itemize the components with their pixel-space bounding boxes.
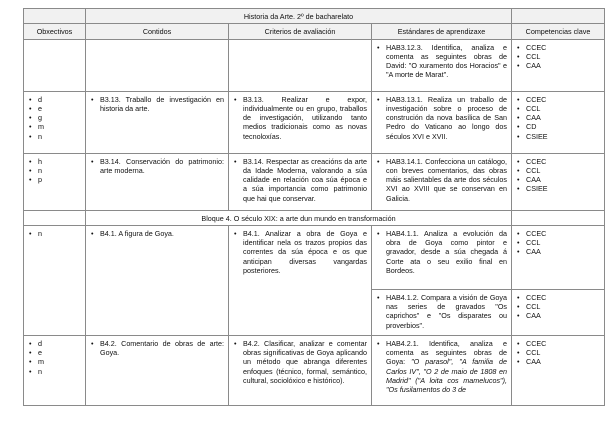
competence-item: • CSIEE (516, 184, 600, 193)
content-cell (86, 91, 229, 153)
table-row (24, 225, 605, 289)
title-blank-cell-right (512, 9, 605, 24)
standard-item: • HAB3.14.1. Confecciona un catálogo, con breves comentarios, das obras máis salientables da arte dos séculos XVI ao XVIII que se conservan en Galicia. (376, 157, 507, 203)
content-cell (86, 153, 229, 210)
competence-item: • CCL (516, 52, 600, 61)
content-item: • B3.14. Conservación do patrimonio: arte moderna. (90, 157, 224, 176)
competence-item: • CCEC (516, 339, 600, 348)
block-heading-row (24, 210, 605, 225)
table-row (24, 39, 605, 91)
criterion-cell (229, 153, 372, 210)
header-objectives: Obxectivos (24, 24, 86, 39)
header-criteria: Criterios de avaliación (229, 24, 372, 39)
table-row (24, 335, 605, 405)
criterion-cell (229, 335, 372, 405)
header-contents: Contidos (86, 24, 229, 39)
standard-text: HAB4.2.1. Identifica, analiza e comenta as seguintes obras de Goya: (386, 338, 507, 367)
competence-item: • CCEC (516, 95, 600, 104)
competence-item: • CAA (516, 113, 600, 122)
curriculum-table (23, 8, 605, 406)
title-blank-cell (24, 9, 86, 24)
criterion-item: • B3.13. Realizar e expor, individualmente ou en grupo, traballos de investigación, utilizando tanto medios tradicionais como as novas tecnoloxías. (233, 95, 367, 141)
competence-item: • CCL (516, 104, 600, 113)
standard-item: • HAB3.13.1. Realiza un traballo de investigación sobre o proceso de construción da nova basílica de San Pedro do Vaticano ao longo dos séculos XVI e XVII. (376, 95, 507, 141)
criterion-cell (229, 39, 372, 91)
table-title: Historia da Arte. 2º de bacharelato (86, 9, 512, 24)
criterion-item: • B3.14. Respectar as creacións da arte da Idade Moderna, valorando a súa calidade en relación coa súa época e a súa importancia como patrimonio que hai que conservar. (233, 157, 367, 203)
standard-item (376, 339, 507, 395)
competence-item: • CAA (516, 175, 600, 184)
objective-item: • h (28, 157, 81, 166)
competences-cell (512, 153, 605, 210)
table-row (24, 91, 605, 153)
competences-cell (512, 91, 605, 153)
competence-item: • CCEC (516, 157, 600, 166)
competence-item: • CCL (516, 348, 600, 357)
competence-item: • CAA (516, 311, 600, 320)
objectives-cell (24, 91, 86, 153)
header-competences: Competencias clave (512, 24, 605, 39)
competence-item: • CAA (516, 247, 600, 256)
objective-item: • g (28, 113, 81, 122)
objectives-cell (24, 225, 86, 335)
criterion-cell (229, 91, 372, 153)
competences-cell (512, 335, 605, 405)
objective-item: • m (28, 122, 81, 131)
competence-item: • CAA (516, 61, 600, 70)
competences-cell (512, 39, 605, 91)
criterion-item: • B4.2. Clasificar, analizar e comentar obras significativas de Goya aplicando un método que abranga diferentes enfoques (técnico, formal, semántico, cultural, sociolóxico e histórico). (233, 339, 367, 385)
table-row (24, 153, 605, 210)
objective-item: • n (28, 166, 81, 175)
criterion-item: • B4.1. Analizar a obra de Goya e identificar nela os trazos propios das correntes da súa época e os que anticipan diversas vangardas posteriores. (233, 229, 367, 275)
competences-cell (512, 225, 605, 289)
standard-cell (372, 335, 512, 405)
objectives-cell (24, 153, 86, 210)
objectives-cell (24, 335, 86, 405)
content-cell (86, 225, 229, 335)
objective-item: • d (28, 95, 81, 104)
objective-item: • e (28, 104, 81, 113)
objective-item: • n (28, 367, 81, 376)
content-item: • B4.1. A figura de Goya. (90, 229, 224, 238)
competence-item: • CCEC (516, 229, 600, 238)
competence-item: • CCEC (516, 43, 600, 52)
block-heading: Bloque 4. O século XIX: a arte dun mundo en transformación (86, 210, 512, 225)
standard-cell (372, 153, 512, 210)
objectives-cell (24, 39, 86, 91)
objective-item: • d (28, 339, 81, 348)
criterion-cell (229, 225, 372, 335)
competence-item: • CSIEE (516, 132, 600, 141)
competence-item: • CCL (516, 238, 600, 247)
table-title-row (24, 9, 605, 24)
competence-item: • CD (516, 122, 600, 131)
competence-item: • CCEC (516, 293, 600, 302)
competence-item: • CCL (516, 302, 600, 311)
content-cell (86, 335, 229, 405)
competences-cell (512, 289, 605, 335)
standard-item: • HAB3.12.3. Identifica, analiza e comenta as seguintes obras de David: "O xuramento dos Horacios" e "A morte de Marat". (376, 43, 507, 80)
content-cell (86, 39, 229, 91)
standard-cell (372, 91, 512, 153)
block-blank-cell-right (512, 210, 605, 225)
content-item: • B4.2. Comentario de obras de arte: Goya. (90, 339, 224, 358)
header-row (24, 24, 605, 39)
standard-cell (372, 289, 512, 335)
standard-cell (372, 39, 512, 91)
header-standards: Estándares de aprendizaxe (372, 24, 512, 39)
objective-item: • e (28, 348, 81, 357)
standard-cell (372, 225, 512, 289)
standard-item: • HAB4.1.1. Analiza a evolución da obra de Goya como pintor e gravador, desde a súa chegada á Corte ata o seu exilio final en Bordeos. (376, 229, 507, 275)
objective-item: • n (28, 229, 81, 238)
standard-item: • HAB4.1.2. Compara a visión de Goya nas series de gravados "Os caprichos" e "Os disparates ou proverbios". (376, 293, 507, 330)
objective-item: • n (28, 132, 81, 141)
objective-item: • m (28, 357, 81, 366)
objective-item: • p (28, 175, 81, 184)
block-blank-cell (24, 210, 86, 225)
competence-item: • CAA (516, 357, 600, 366)
competence-item: • CCL (516, 166, 600, 175)
content-item: • B3.13. Traballo de investigación en historia da arte. (90, 95, 224, 114)
works-list-italic: "O parasol", "A familia de Carlos IV", "O 2 de maio de 1808 en Madrid" ("A loita cos mamelucos"), "Os fusilamentos do 3 de (386, 357, 507, 395)
